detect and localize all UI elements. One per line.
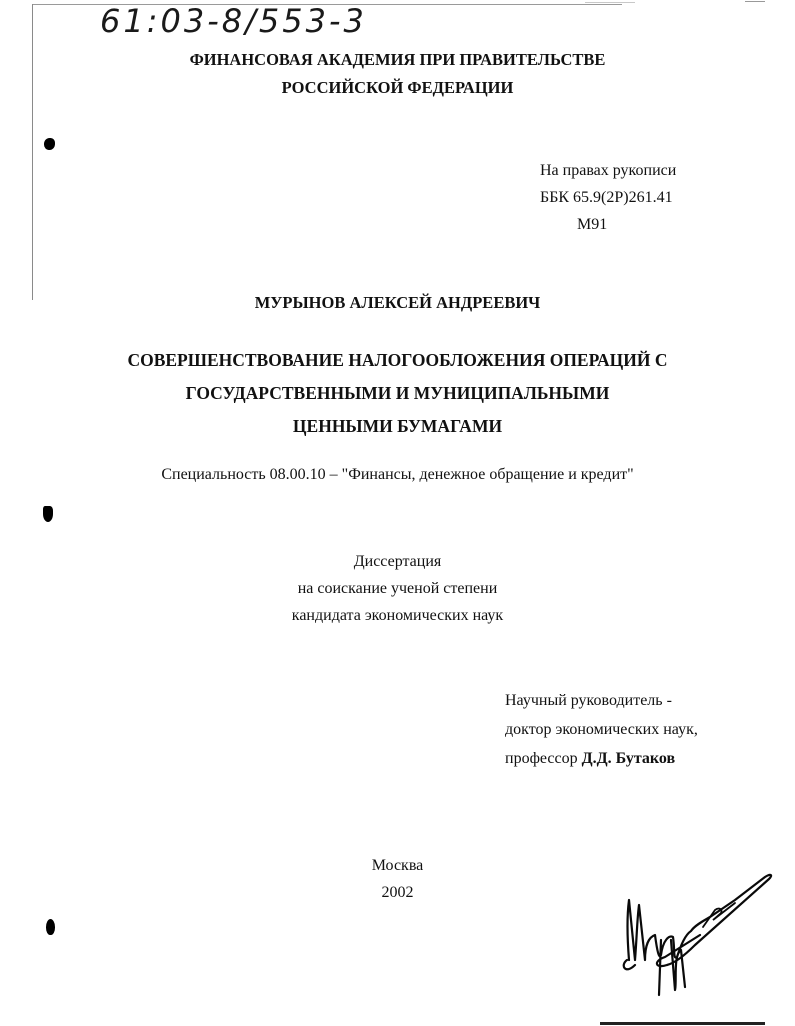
punch-hole-mark — [44, 138, 55, 150]
supervisor-line-1: Научный руководитель - — [505, 692, 672, 709]
specialty-line: Специальность 08.00.10 – "Финансы, денежное обращение и кредит" — [161, 466, 634, 483]
archive-code-handwritten: 61:03-8/553-3 — [100, 2, 367, 40]
supervisor-line-2: доктор экономических наук, — [505, 721, 698, 738]
punch-hole-mark — [43, 506, 53, 522]
institution-line-1: ФИНАНСОВАЯ АКАДЕМИЯ ПРИ ПРАВИТЕЛЬСТВЕ — [189, 50, 606, 69]
punch-hole-mark — [46, 919, 55, 935]
title-line-1: СОВЕРШЕНСТВОВАНИЕ НАЛОГООБЛОЖЕНИЯ ОПЕРАЦИЙ С — [127, 350, 668, 370]
supervisor-name: Д.Д. Бутаков — [581, 750, 676, 767]
scan-artifact — [585, 2, 635, 3]
degree-line-2: на соискание ученой степени — [297, 580, 498, 597]
rights-block — [540, 157, 676, 238]
bottom-edge-line — [600, 1022, 765, 1025]
bbk-code: ББК 65.9(2Р)261.41 — [540, 189, 673, 206]
year: 2002 — [381, 884, 414, 901]
institution-line-2: РОССИЙСКОЙ ФЕДЕРАЦИИ — [281, 78, 514, 97]
author-name: МУРЫНОВ АЛЕКСЕЙ АНДРЕЕВИЧ — [254, 293, 541, 312]
degree-line-3: кандидата экономических наук — [291, 607, 504, 624]
scan-artifact — [745, 1, 765, 2]
author-mark: М91 — [577, 216, 608, 233]
degree-block — [0, 548, 795, 629]
city: Москва — [371, 857, 424, 874]
degree-line-1: Диссертация — [353, 553, 442, 570]
title-line-2: ГОСУДАРСТВЕННЫМИ И МУНИЦИПАЛЬНЫМИ — [185, 383, 610, 403]
supervisor-title: профессор — [505, 750, 582, 767]
supervisor-line-3 — [505, 744, 698, 773]
institution-name — [0, 46, 795, 102]
manuscript-note: На правах рукописи — [540, 162, 677, 179]
supervisor-block — [505, 686, 698, 773]
signature-icon — [615, 865, 775, 1000]
dissertation-title — [0, 344, 795, 443]
title-line-3: ЦЕННЫМИ БУМАГАМИ — [292, 416, 503, 436]
